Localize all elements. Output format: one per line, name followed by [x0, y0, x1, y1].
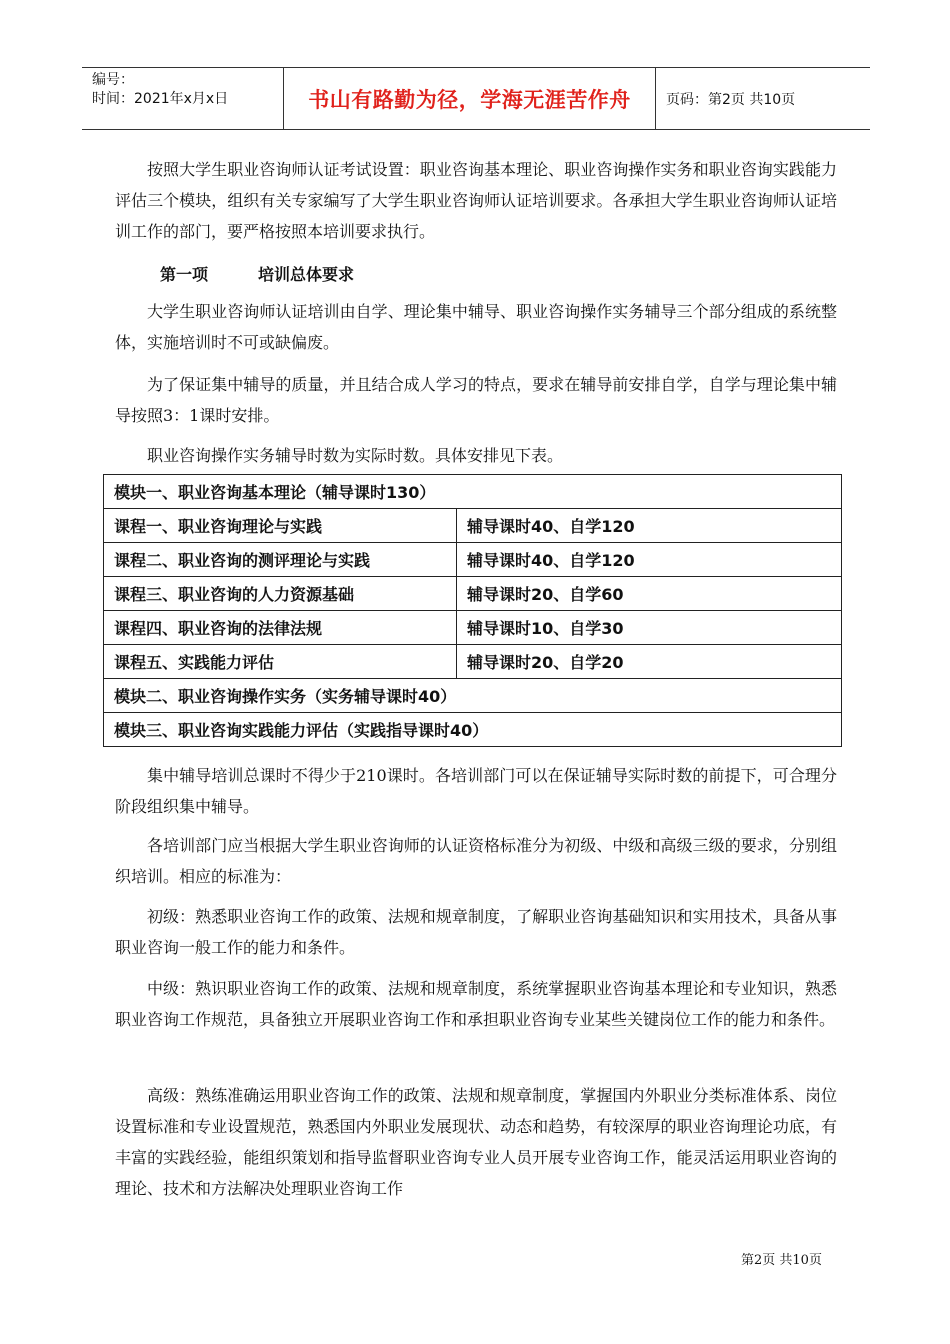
course-hours-cell: 辅导课时20、自学20	[457, 645, 842, 679]
section-title: 培训总体要求	[258, 265, 355, 284]
table-row	[104, 509, 842, 543]
course-hours-cell: 辅导课时10、自学30	[457, 611, 842, 645]
header-info	[82, 68, 283, 129]
course-hours-cell: 辅导课时40、自学120	[457, 543, 842, 577]
header-motto: 书山有路勤为径，学海无涯苦作舟	[283, 68, 656, 129]
module-two-cell: 模块二、职业咨询操作实务（实务辅导课时40）	[104, 679, 842, 713]
page-footer: 第2页 共10页	[741, 1253, 822, 1268]
paragraph-training-structure: 大学生职业咨询师认证培训由自学、理论集中辅导、职业咨询操作实务辅导三个部分组成的系统整体，实施培训时不可或缺偏废。	[115, 302, 837, 352]
section-number: 第一项	[160, 265, 209, 284]
table-row	[104, 475, 842, 509]
course-schedule-table	[103, 474, 842, 747]
paragraph-self-study: 为了保证集中辅导的质量，并且结合成人学习的特点，要求在辅导前安排自学，自学与理论集中辅导按照3：1课时安排。	[115, 375, 837, 425]
intro-paragraph: 按照大学生职业咨询师认证考试设置：职业咨询基本理论、职业咨询操作实务和职业咨询实践能力评估三个模块，组织有关专家编写了大学生职业咨询师认证培训要求。各承担大学生职业咨询师认证培训工作的部门，要严格按照本培训要求执行。	[115, 160, 837, 241]
paragraph-junior-level: 初级：熟悉职业咨询工作的政策、法规和规章制度，了解职业咨询基础知识和实用技术，具备从事职业咨询一般工作的能力和条件。	[115, 907, 837, 957]
paragraph-total-hours: 集中辅导培训总课时不得少于210课时。各培训部门可以在保证辅导实际时数的前提下，可合理分阶段组织集中辅导。	[115, 766, 837, 816]
table-row	[104, 543, 842, 577]
course-name-cell: 课程四、职业咨询的法律法规	[104, 611, 457, 645]
paragraph-senior-level: 高级：熟练准确运用职业咨询工作的政策、法规和规章制度，掌握国内外职业分类标准体系、岗位设置标准和专业设置规范，熟悉国内外职业发展现状、动态和趋势，有较深厚的职业咨询理论功底，有丰富的实践经验，能组织策划和指导监督职业咨询专业人员开展专业咨询工作，能灵活运用职业咨询的理论、技术和方法解决处理职业咨询工作	[115, 1086, 837, 1198]
section-heading	[160, 262, 354, 285]
paragraph-levels: 各培训部门应当根据大学生职业咨询师的认证资格标准分为初级、中级和高级三级的要求，分别组织培训。相应的标准为：	[115, 836, 837, 886]
table-row	[104, 611, 842, 645]
course-name-cell: 课程一、职业咨询理论与实践	[104, 509, 457, 543]
paragraph-intermediate-level: 中级：熟识职业咨询工作的政策、法规和规章制度，系统掌握职业咨询基本理论和专业知识，熟悉职业咨询工作规范，具备独立开展职业咨询工作和承担职业咨询专业某些关键岗位工作的能力和条件。	[115, 979, 837, 1029]
document-number-label: 编号：	[92, 72, 134, 88]
course-name-cell: 课程二、职业咨询的测评理论与实践	[104, 543, 457, 577]
page-header	[82, 67, 870, 130]
document-date: 时间：2021年x月x日	[92, 91, 229, 107]
course-name-cell: 课程五、实践能力评估	[104, 645, 457, 679]
course-hours-cell: 辅导课时20、自学60	[457, 577, 842, 611]
paragraph-practice-hours: 职业咨询操作实务辅导时数为实际时数。具体安排见下表。	[147, 446, 564, 465]
table-row	[104, 713, 842, 747]
course-name-cell: 课程三、职业咨询的人力资源基础	[104, 577, 457, 611]
module-three-cell: 模块三、职业咨询实践能力评估（实践指导课时40）	[104, 713, 842, 747]
course-hours-cell: 辅导课时40、自学120	[457, 509, 842, 543]
table-row	[104, 645, 842, 679]
table-row	[104, 679, 842, 713]
table-row	[104, 577, 842, 611]
module-one-cell: 模块一、职业咨询基本理论（辅导课时130）	[104, 475, 842, 509]
header-page-number: 页码：第2页 共10页	[666, 91, 796, 108]
